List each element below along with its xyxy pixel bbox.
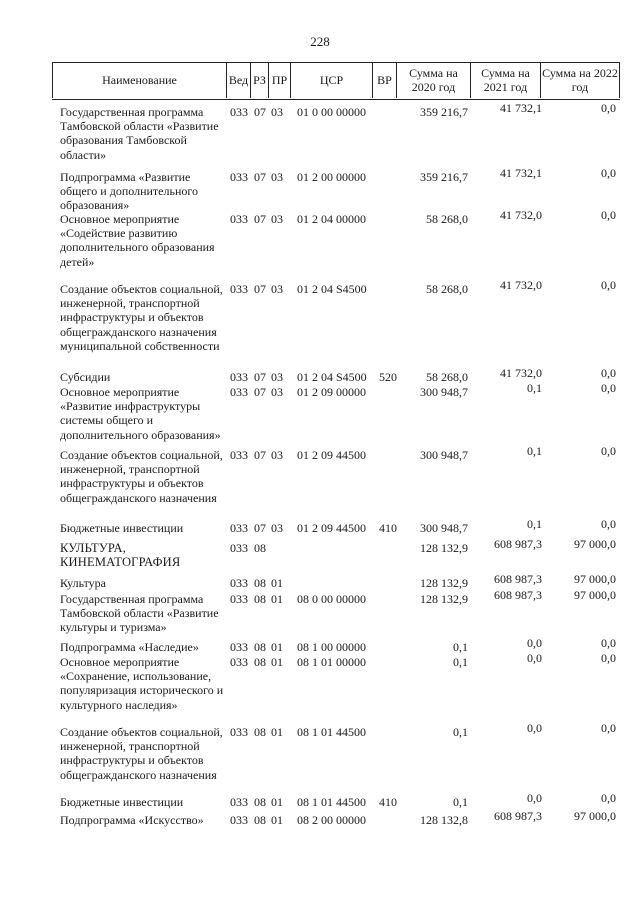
row-ved: 033: [230, 592, 248, 606]
row-rz: 07: [254, 385, 266, 399]
row-ved: 033: [230, 655, 248, 669]
row-pr: 01: [271, 655, 283, 669]
header-pr: ПР: [268, 62, 290, 98]
row-ved: 033: [230, 370, 248, 384]
row-ved: 033: [230, 813, 248, 827]
row-rz: 08: [254, 655, 266, 669]
row-sum-2022: 97 000,0: [574, 588, 616, 602]
row-sum-2022: 0,0: [601, 517, 616, 531]
row-pr: 03: [271, 282, 283, 296]
row-rz: 07: [254, 170, 266, 184]
row-sum-2020: 300 948,7: [420, 448, 468, 462]
row-rz: 07: [254, 370, 266, 384]
row-name: Создание объектов социальной, инженерной, транспортной инфраструктуры и объектов общегражданского назначения муниципальной собственности: [60, 282, 223, 353]
header-sum-2022: Сумма на 2022 год: [540, 62, 620, 98]
row-rz: 07: [254, 448, 266, 462]
row-rz: 08: [254, 813, 266, 827]
header-ved: Вед: [226, 62, 250, 98]
row-csr: 01 2 04 00000: [297, 212, 366, 226]
row-sum-2021: 608 987,3: [494, 537, 542, 551]
row-sum-2021: 0,0: [527, 791, 542, 805]
row-pr: 03: [271, 448, 283, 462]
page-number: 228: [310, 34, 330, 49]
row-sum-2020: 0,1: [453, 795, 468, 809]
row-csr: 08 1 00 00000: [297, 640, 366, 654]
row-csr: 01 2 00 00000: [297, 170, 366, 184]
row-rz: 08: [254, 576, 266, 590]
row-sum-2020: 58 268,0: [426, 370, 468, 384]
row-ved: 033: [230, 640, 248, 654]
row-sum-2021: 41 732,0: [500, 366, 542, 380]
row-rz: 08: [254, 541, 266, 555]
row-pr: 01: [271, 640, 283, 654]
row-ved: 033: [230, 725, 248, 739]
row-ved: 033: [230, 576, 248, 590]
row-sum-2022: 0,0: [601, 366, 616, 380]
row-rz: 07: [254, 282, 266, 296]
row-name: Бюджетные инвестиции: [60, 521, 184, 535]
row-csr: 08 1 01 00000: [297, 655, 366, 669]
row-ved: 033: [230, 170, 248, 184]
row-ved: 033: [230, 541, 248, 555]
row-sum-2020: 0,1: [453, 640, 468, 654]
row-sum-2020: 300 948,7: [420, 385, 468, 399]
row-sum-2020: 300 948,7: [420, 521, 468, 535]
row-pr: 03: [271, 521, 283, 535]
row-sum-2022: 0,0: [601, 381, 616, 395]
row-vr: 410: [379, 521, 397, 535]
row-pr: 01: [271, 592, 283, 606]
row-name: Бюджетные инвестиции: [60, 795, 184, 809]
row-name: Основное мероприятие «Сохранение, использование, популяризация исторического и культурного наследия»: [60, 655, 224, 712]
row-name: Подпрограмма «Искусство»: [60, 813, 204, 827]
row-rz: 07: [254, 521, 266, 535]
row-pr: 03: [271, 385, 283, 399]
row-sum-2021: 608 987,3: [494, 572, 542, 586]
row-sum-2020: 128 132,9: [420, 592, 468, 606]
row-name: Создание объектов социальной, инженерной, транспортной инфраструктуры и объектов общегражданского назначения: [60, 725, 223, 782]
row-rz: 07: [254, 105, 266, 119]
row-ved: 033: [230, 212, 248, 226]
row-rz: 08: [254, 795, 266, 809]
row-csr: 01 2 09 44500: [297, 448, 366, 462]
row-name: Культура: [60, 576, 106, 590]
row-csr: 01 2 04 S4500: [297, 370, 367, 384]
row-sum-2022: 0,0: [601, 636, 616, 650]
row-sum-2021: 0,0: [527, 721, 542, 735]
header-sum-2021: Сумма на 2021 год: [470, 62, 540, 98]
row-name: Создание объектов социальной, инженерной, транспортной инфраструктуры и объектов общегражданского назначения: [60, 448, 223, 505]
row-sum-2021: 608 987,3: [494, 809, 542, 823]
row-pr: 03: [271, 170, 283, 184]
row-pr: 01: [271, 725, 283, 739]
row-sum-2021: 41 732,1: [500, 166, 542, 180]
row-sum-2020: 128 132,9: [420, 541, 468, 555]
row-ved: 033: [230, 282, 248, 296]
row-sum-2020: 58 268,0: [426, 282, 468, 296]
row-csr: 01 0 00 00000: [297, 105, 366, 119]
header-vr: ВР: [372, 62, 396, 98]
row-csr: 08 1 01 44500: [297, 725, 366, 739]
row-sum-2022: 0,0: [601, 208, 616, 222]
row-vr: 410: [379, 795, 397, 809]
row-name: Государственная программа Тамбовской области «Развитие образования Тамбовской области»: [60, 105, 219, 162]
row-sum-2020: 359 216,7: [420, 170, 468, 184]
row-csr: 01 2 09 44500: [297, 521, 366, 535]
row-ved: 033: [230, 795, 248, 809]
row-sum-2021: 41 732,1: [500, 101, 542, 115]
row-sum-2021: 0,1: [527, 444, 542, 458]
row-sum-2022: 0,0: [601, 278, 616, 292]
row-sum-2021: 0,1: [527, 517, 542, 531]
row-name: Государственная программа Тамбовской области «Развитие культуры и туризма»: [60, 592, 219, 635]
row-sum-2022: 0,0: [601, 444, 616, 458]
row-name: Основное мероприятие «Развитие инфраструктуры системы общего и дополнительного образования»: [60, 385, 221, 442]
header-frame: [52, 62, 620, 100]
row-sum-2021: 41 732,0: [500, 208, 542, 222]
row-sum-2020: 0,1: [453, 725, 468, 739]
row-sum-2022: 0,0: [601, 651, 616, 665]
row-rz: 08: [254, 592, 266, 606]
row-sum-2022: 97 000,0: [574, 809, 616, 823]
header-csr: ЦСР: [290, 62, 372, 98]
row-name: Подпрограмма «Развитие общего и дополнительного образования»: [60, 170, 198, 213]
row-sum-2022: 97 000,0: [574, 537, 616, 551]
row-sum-2022: 0,0: [601, 101, 616, 115]
row-name: КУЛЬТУРА, КИНЕМАТОГРАФИЯ: [60, 541, 181, 570]
row-sum-2021: 0,1: [527, 381, 542, 395]
row-sum-2020: 0,1: [453, 655, 468, 669]
row-sum-2020: 128 132,8: [420, 813, 468, 827]
row-sum-2021: 41 732,0: [500, 278, 542, 292]
row-name: Субсидии: [60, 370, 111, 384]
row-pr: 01: [271, 795, 283, 809]
header-rz: РЗ: [250, 62, 268, 98]
row-ved: 033: [230, 105, 248, 119]
row-vr: 520: [379, 370, 397, 384]
row-csr: 08 1 01 44500: [297, 795, 366, 809]
row-sum-2020: 128 132,9: [420, 576, 468, 590]
row-csr: 08 2 00 00000: [297, 813, 366, 827]
row-sum-2021: 0,0: [527, 651, 542, 665]
row-pr: 03: [271, 370, 283, 384]
header-name: Наименование: [52, 62, 226, 98]
row-sum-2022: 0,0: [601, 791, 616, 805]
row-csr: 01 2 04 S4500: [297, 282, 367, 296]
row-csr: 08 0 00 00000: [297, 592, 366, 606]
row-pr: 01: [271, 813, 283, 827]
row-sum-2022: 0,0: [601, 166, 616, 180]
row-pr: 01: [271, 576, 283, 590]
row-name: Основное мероприятие «Содействие развитию дополнительного образования детей»: [60, 212, 215, 269]
row-rz: 07: [254, 212, 266, 226]
row-sum-2021: 608 987,3: [494, 588, 542, 602]
row-sum-2021: 0,0: [527, 636, 542, 650]
row-ved: 033: [230, 521, 248, 535]
row-name: Подпрограмма «Наследие»: [60, 640, 199, 654]
row-sum-2022: 0,0: [601, 721, 616, 735]
header-sum-2020: Сумма на 2020 год: [396, 62, 470, 98]
row-rz: 08: [254, 725, 266, 739]
row-csr: 01 2 09 00000: [297, 385, 366, 399]
row-sum-2020: 58 268,0: [426, 212, 468, 226]
row-rz: 08: [254, 640, 266, 654]
row-ved: 033: [230, 385, 248, 399]
row-sum-2020: 359 216,7: [420, 105, 468, 119]
row-ved: 033: [230, 448, 248, 462]
row-sum-2022: 97 000,0: [574, 572, 616, 586]
row-pr: 03: [271, 212, 283, 226]
row-pr: 03: [271, 105, 283, 119]
